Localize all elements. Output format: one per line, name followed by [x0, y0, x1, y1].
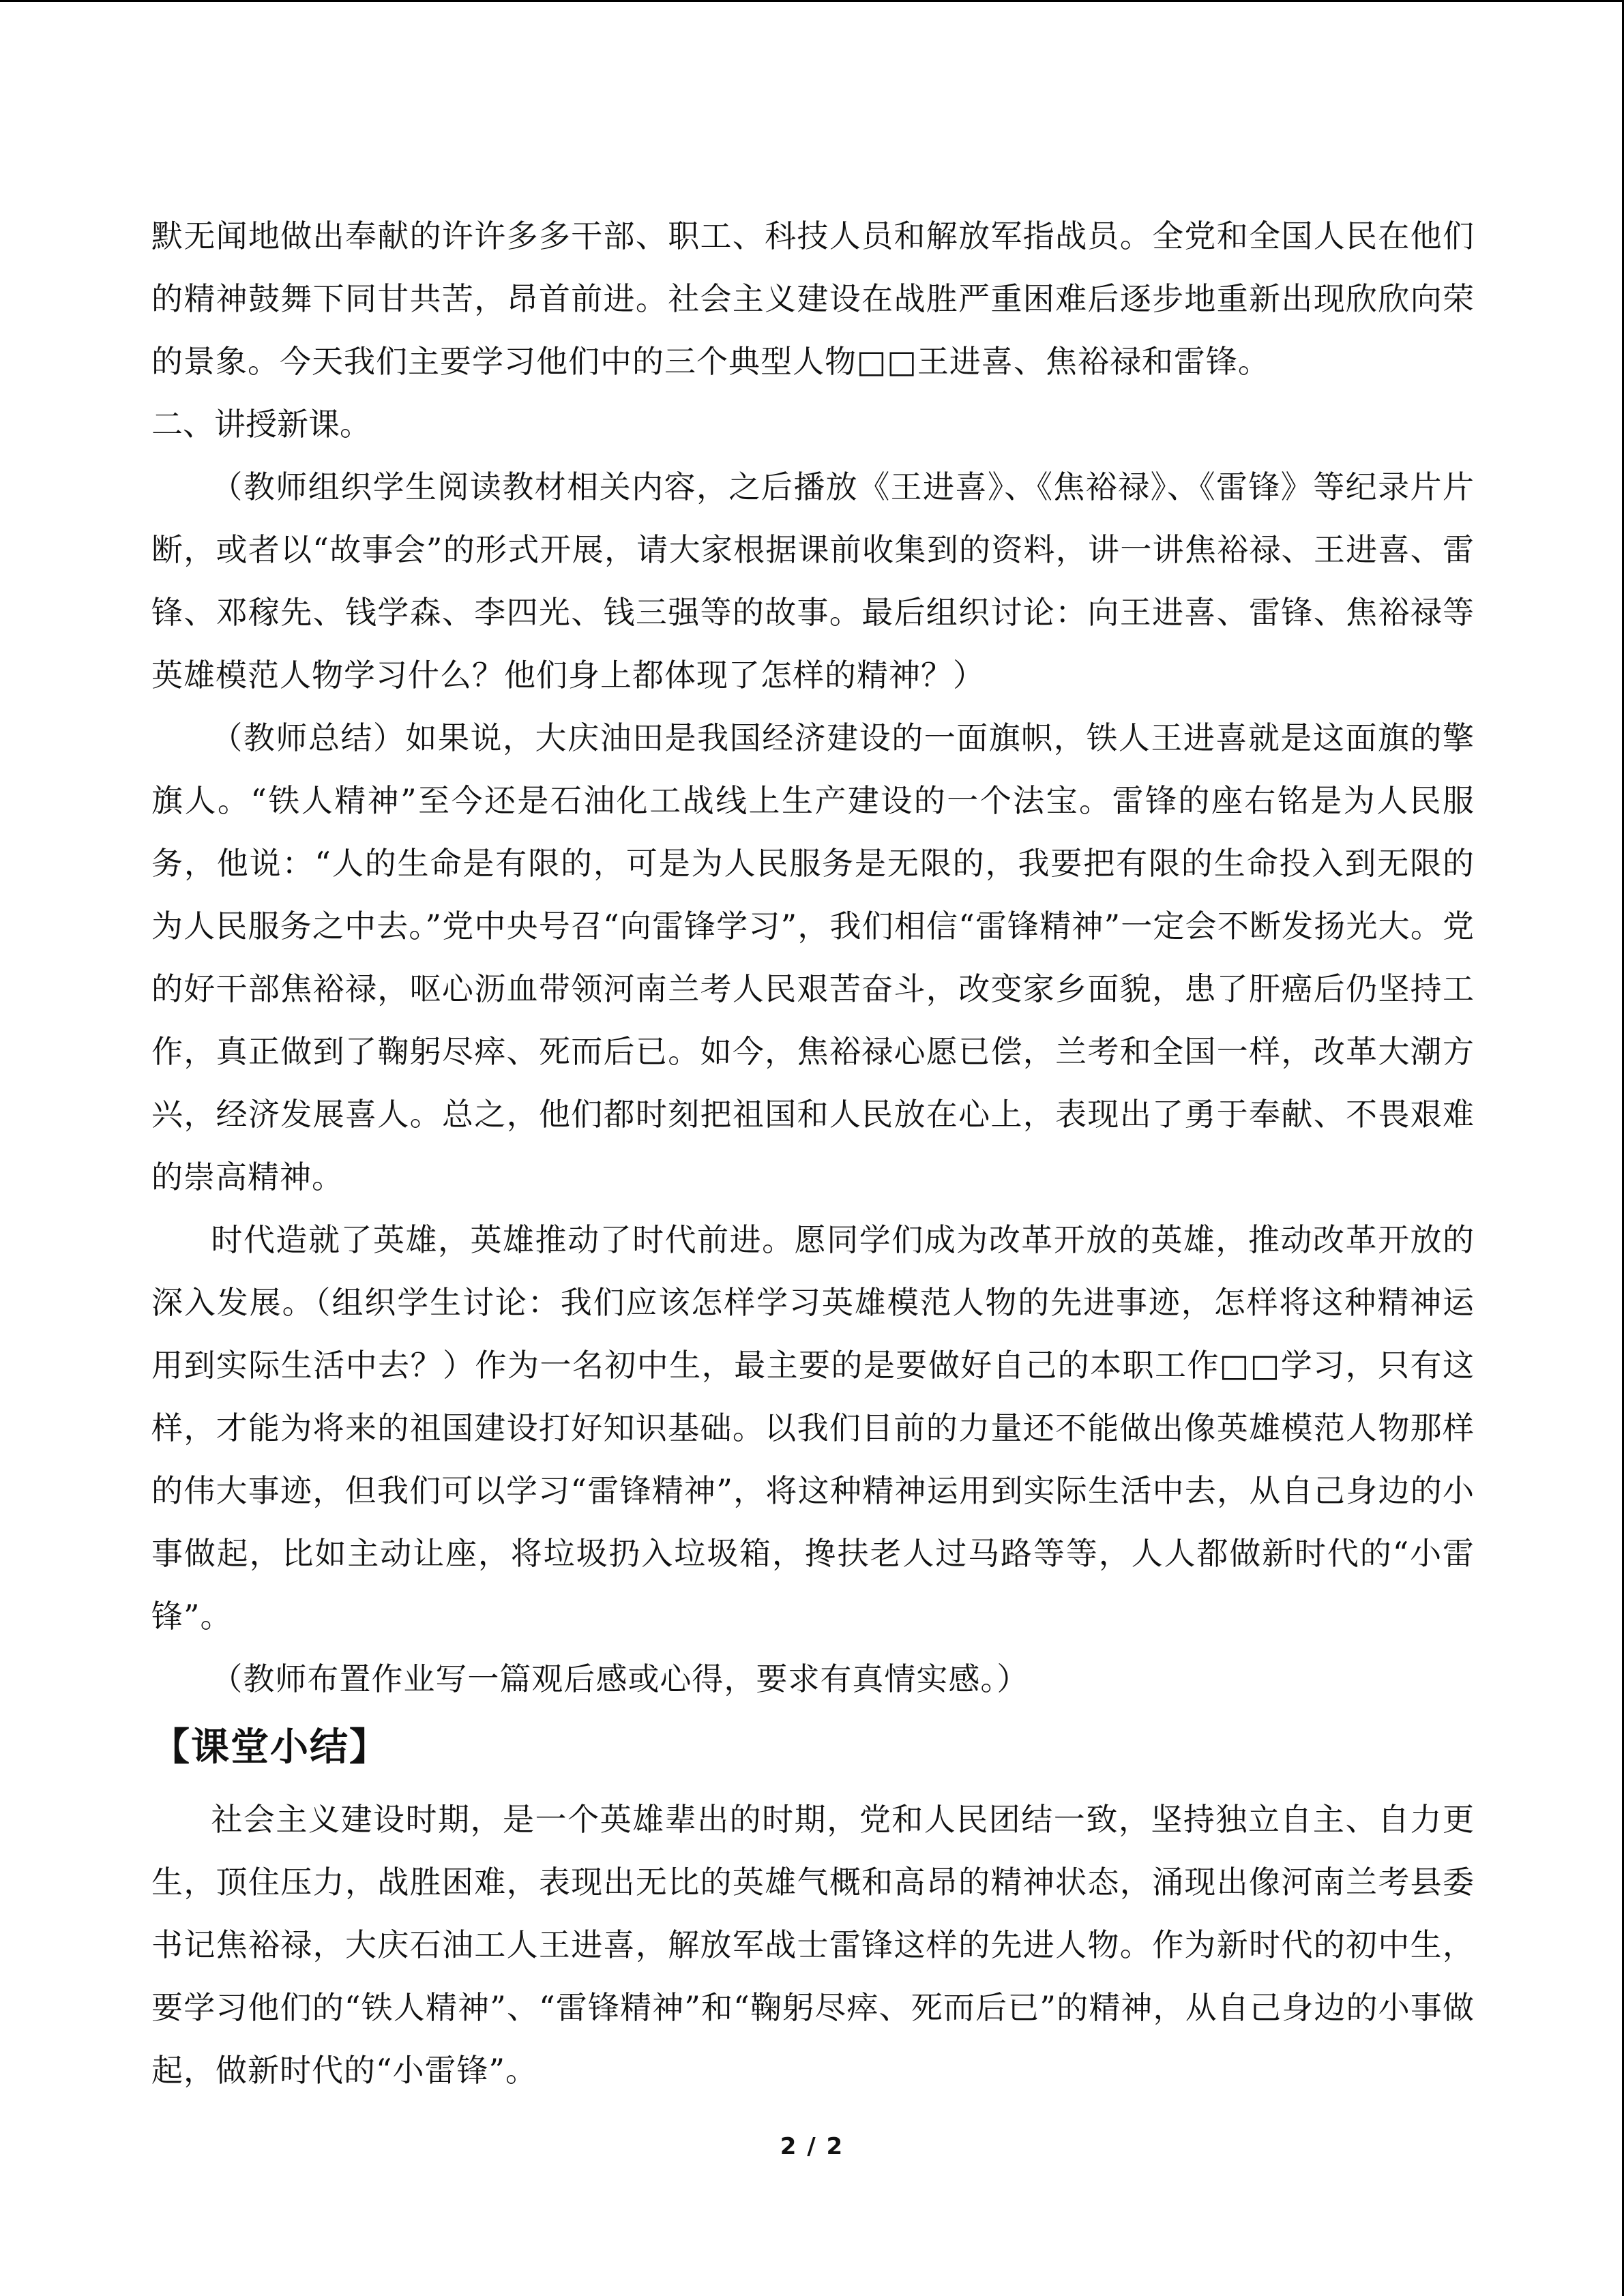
section-two-heading: 二、讲授新课。 [151, 406, 371, 443]
intro-paragraph: 默无闻地做出奉献的许许多多干部、职工、科技人员和解放军指战员。全党和全国人民在他们的精神鼓舞下同甘共苦，昂首前进。社会主义建设在战胜严重困难后逐步地重新出现欣欣向荣的景象。今天我们主要学习他们中的三个典型人物□□王进喜、焦裕禄和雷锋。 [151, 218, 1475, 380]
summary-title: 【课堂小结】 [151, 1725, 389, 1770]
page-top-border [0, 0, 1624, 2]
summary-block [151, 1788, 1475, 2102]
page-number: 2 / 2 [780, 2133, 844, 2160]
document-body [151, 205, 1475, 2102]
teacher-summary-paragraph: （教师总结）如果说，大庆油田是我国经济建设的一面旗帜，铁人王进喜就是这面旗的擎旗人。“铁人精神”至今还是石油化工战线上生产建设的一个法宝。雷锋的座右铭是为人民服务，他说：“人的生命是有限的，可是为人民服务是无限的，我要把有限的生命投入到无限的为人民服务之中去。”党中央号召“向雷锋学习”，我们相信“雷锋精神”一定会不断发扬光大。党的好干部焦裕禄，呕心沥血带领河南兰考人民艰苦奋斗，改变家乡面貌，患了肝癌后仍坚持工作，真正做到了鞠躬尽瘁、死而后已。如今，焦裕禄心愿已偿，兰考和全国一样，改革大潮方兴，经济发展喜人。总之，他们都时刻把祖国和人民放在心上，表现出了勇于奉献、不畏艰难的崇高精神。 [151, 719, 1475, 1195]
teacher-activity-paragraph: （教师组织学生阅读教材相关内容，之后播放《王进喜》、《焦裕禄》、《雷锋》等纪录片片断，或者以“故事会”的形式开展，请大家根据课前收集到的资料，讲一讲焦裕禄、王进喜、雷锋、邓稼先、钱学森、李四光、钱三强等的故事。最后组织讨论：向王进喜、雷锋、焦裕禄等英雄模范人物学习什么？他们身上都体现了怎样的精神？） [151, 468, 1475, 694]
homework-paragraph: （教师布置作业写一篇观后感或心得，要求有真情实感。） [211, 1660, 1029, 1697]
summary-paragraph: 社会主义建设时期，是一个英雄辈出的时期，党和人民团结一致，坚持独立自主、自力更生，顶住压力，战胜困难，表现出无比的英雄气概和高昂的精神状态，涌现出像河南兰考县委书记焦裕禄，大庆石油工人王进喜，解放军战士雷锋这样的先进人物。作为新时代的初中生，要学习他们的“铁人精神”、“雷锋精神”和“鞠躬尽瘁、死而后已”的精神，从自己身边的小事做起，做新时代的“小雷锋”。 [151, 1801, 1475, 2089]
era-paragraph: 时代造就了英雄，英雄推动了时代前进。愿同学们成为改革开放的英雄，推动改革开放的深入发展。（组织学生讨论：我们应该怎样学习英雄模范人物的先进事迹，怎样将这种精神运用到实际生活中去？）作为一名初中生，最主要的是要做好自己的本职工作□□学习，只有这样，才能为将来的祖国建设打好知识基础。以我们目前的力量还不能做出像英雄模范人物那样的伟大事迹，但我们可以学习“雷锋精神”，将这种精神运用到实际生活中去，从自己身边的小事做起，比如主动让座，将垃圾扔入垃圾箱，搀扶老人过马路等等，人人都做新时代的“小雷锋”。 [151, 1221, 1475, 1635]
